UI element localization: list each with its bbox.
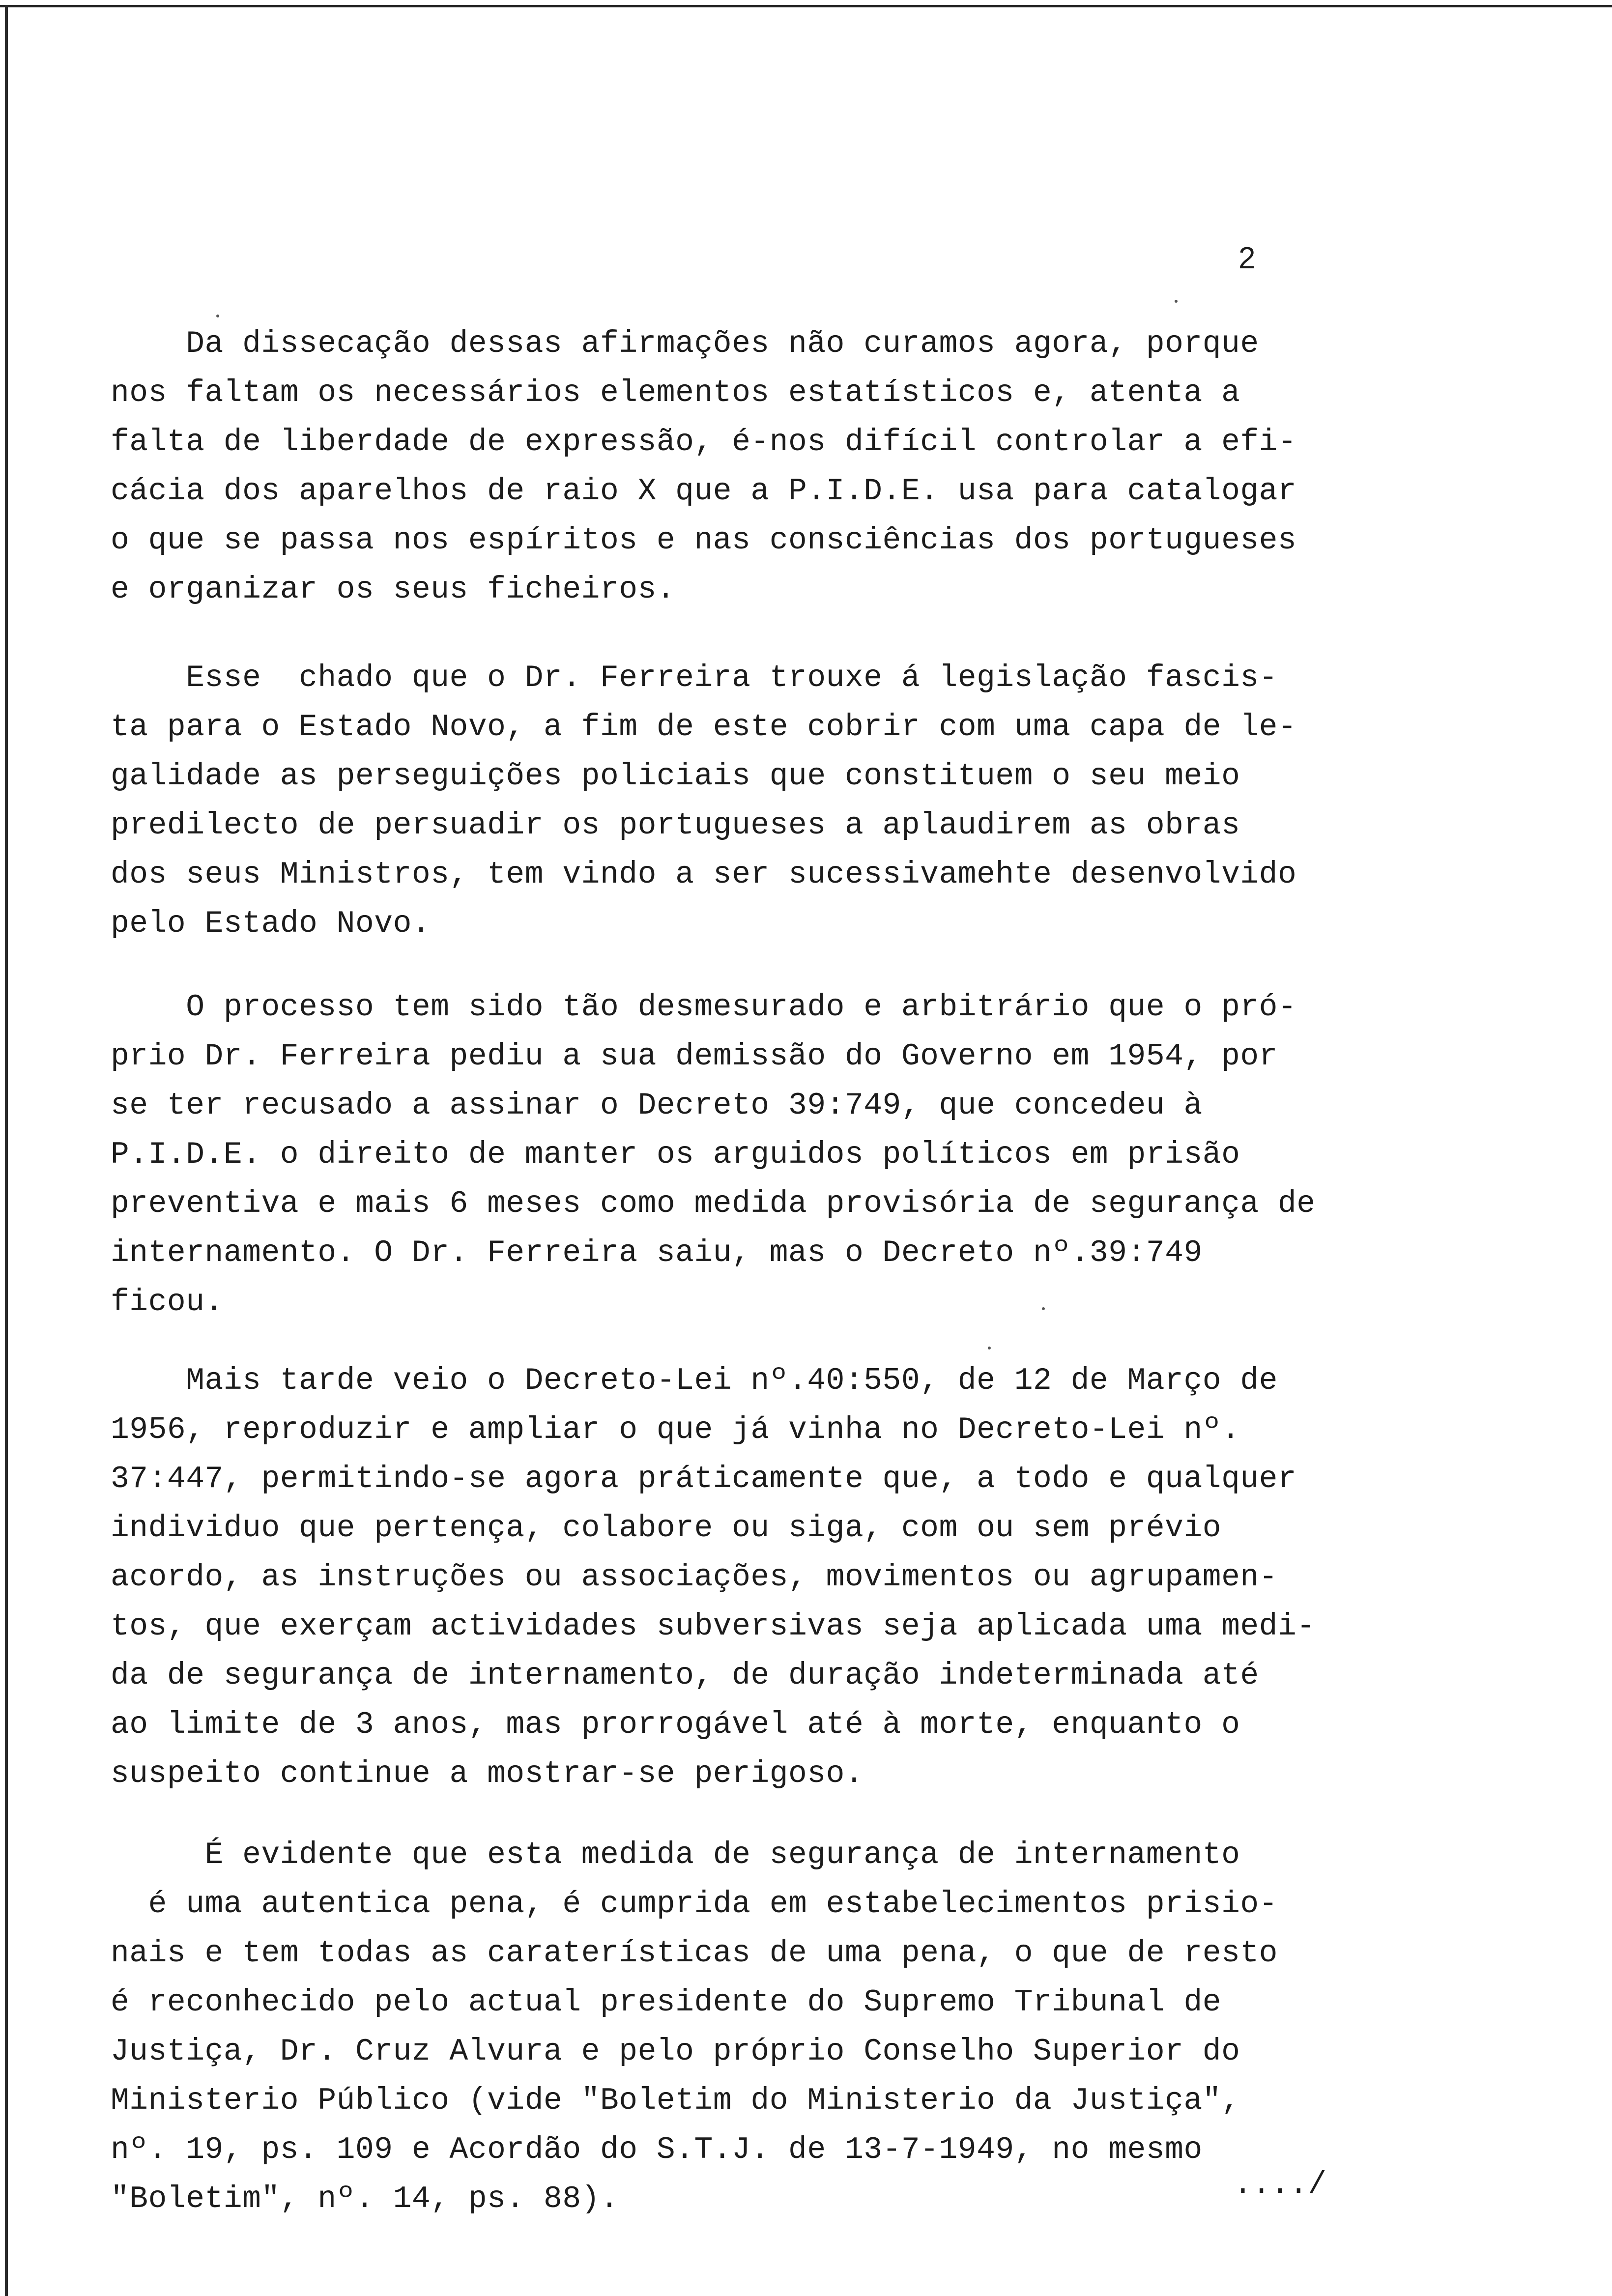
text-line: É evidente que esta medida de segurança de internamento	[111, 1837, 1240, 1872]
text-line: P.I.D.E. o direito de manter os arguidos políticos em prisão	[111, 1137, 1240, 1172]
text-line: predilecto de persuadir os portugueses a aplaudirem as obras	[111, 808, 1240, 843]
left-border-line	[5, 5, 8, 2296]
text-line: ao limite de 3 anos, mas prorrogável até à morte, enquanto o	[111, 1707, 1240, 1742]
continuation-mark: ..../	[1234, 2167, 1327, 2202]
text-line: Mais tarde veio o Decreto-Lei nº.40:550, de 12 de Março de	[111, 1363, 1278, 1398]
paragraph-1	[111, 319, 1408, 614]
text-line: Esse chado que o Dr. Ferreira trouxe á legislação fascis-	[111, 660, 1278, 695]
paragraph-3	[111, 983, 1408, 1327]
text-line: preventiva e mais 6 meses como medida provisória de segurança de	[111, 1186, 1316, 1221]
ink-speck	[988, 1347, 991, 1349]
text-line: falta de liberdade de expressão, é-nos difícil controlar a efi-	[111, 425, 1297, 459]
text-line: dos seus Ministros, tem vindo a ser sucessivamehte desenvolvido	[111, 857, 1297, 892]
paragraph-5	[111, 1831, 1408, 2224]
ink-speck	[1042, 1307, 1045, 1310]
text-line: acordo, as instruções ou associações, movimentos ou agrupamen-	[111, 1560, 1278, 1595]
text-line: cácia dos aparelhos de raio X que a P.I.D.E. usa para catalogar	[111, 474, 1297, 509]
text-line: Justiça, Dr. Cruz Alvura e pelo próprio Conselho Superior do	[111, 2034, 1240, 2069]
text-line: o que se passa nos espíritos e nas consciências dos portugueses	[111, 523, 1297, 558]
text-line: suspeito continue a mostrar-se perigoso.	[111, 1756, 864, 1791]
paragraph-2	[111, 654, 1408, 948]
ink-speck	[1175, 300, 1178, 303]
text-line: da de segurança de internamento, de duração indeterminada até	[111, 1658, 1259, 1693]
page-number: 2	[1238, 241, 1256, 275]
text-line: e organizar os seus ficheiros.	[111, 572, 676, 607]
text-line: pelo Estado Novo.	[111, 906, 431, 941]
text-line: tos, que exerçam actividades subversivas seja aplicada uma medi-	[111, 1609, 1316, 1644]
text-line: se ter recusado a assinar o Decreto 39:749, que concedeu à	[111, 1088, 1203, 1123]
top-border-line	[0, 5, 1612, 7]
text-line: individuo que pertença, colabore ou siga, com ou sem prévio	[111, 1511, 1222, 1546]
text-line: Ministerio Público (vide "Boletim do Ministerio da Justiça",	[111, 2083, 1240, 2118]
text-line: é uma autentica pena, é cumprida em estabelecimentos prisio-	[111, 1887, 1278, 1922]
ink-speck	[216, 315, 219, 317]
text-line: "Boletim", nº. 14, ps. 88).	[111, 2181, 619, 2216]
text-line: ta para o Estado Novo, a fim de este cobrir com uma capa de le-	[111, 710, 1297, 745]
text-line: O processo tem sido tão desmesurado e arbitrário que o pró-	[111, 990, 1297, 1025]
paragraph-4	[111, 1356, 1408, 1799]
text-line: prio Dr. Ferreira pediu a sua demissão do Governo em 1954, por	[111, 1039, 1278, 1074]
text-line: 1956, reproduzir e ampliar o que já vinha no Decreto-Lei nº.	[111, 1412, 1240, 1447]
text-line: nº. 19, ps. 109 e Acordão do S.T.J. de 13-7-1949, no mesmo	[111, 2132, 1203, 2167]
text-line: galidade as perseguições policiais que constituem o seu meio	[111, 759, 1240, 794]
text-line: Da dissecação dessas afirmações não curamos agora, porque	[111, 326, 1259, 361]
text-line: 37:447, permitindo-se agora práticamente que, a todo e qualquer	[111, 1462, 1297, 1496]
text-line: ficou.	[111, 1285, 224, 1320]
text-line: nos faltam os necessários elementos estatísticos e, atenta a	[111, 375, 1240, 410]
text-line: é reconhecido pelo actual presidente do Supremo Tribunal de	[111, 1985, 1222, 2020]
text-line: nais e tem todas as caraterísticas de uma pena, o que de resto	[111, 1936, 1278, 1971]
text-line: internamento. O Dr. Ferreira saiu, mas o Decreto nº.39:749	[111, 1235, 1203, 1270]
